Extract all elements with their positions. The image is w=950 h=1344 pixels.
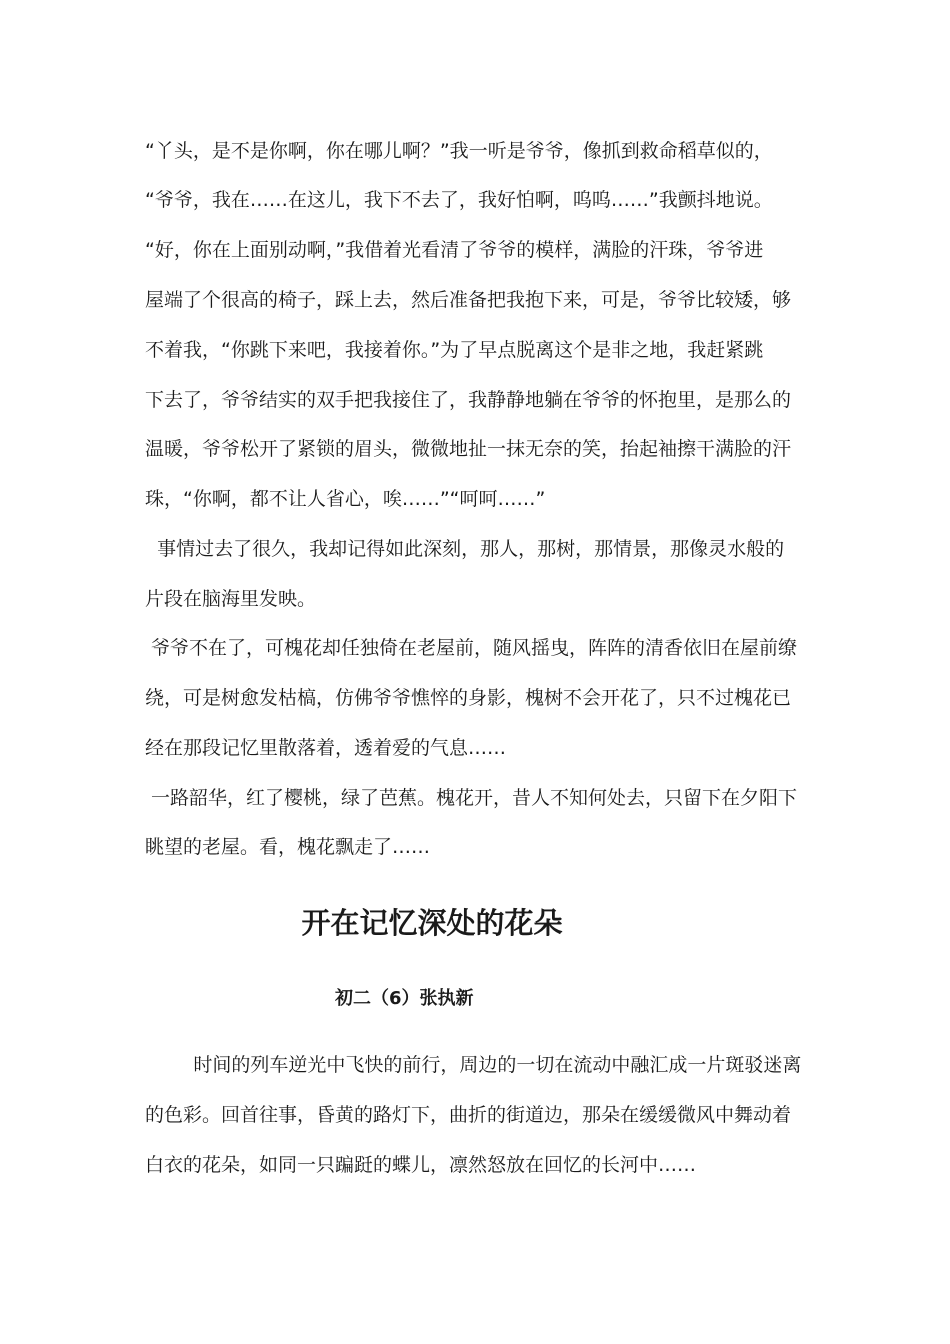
paragraph-line: 一路韶华，红了樱桃，绿了芭蕉。槐花开，昔人不知何处去，只留下在夕阳下 bbox=[145, 787, 798, 809]
essay-author: 初二（6）张执新 bbox=[335, 988, 474, 1009]
paragraph-line: 事情过去了很久，我却记得如此深刻，那人，那树，那情景，那像灵水般的 bbox=[145, 538, 785, 560]
paragraph-line: 下去了，爷爷结实的双手把我接住了，我静静地躺在爷爷的怀抱里，是那么的 bbox=[145, 389, 792, 411]
paragraph-line: 绕，可是树愈发枯槁，仿佛爷爷憔悴的身影，槐树不会开花了，只不过槐花已 bbox=[145, 687, 792, 709]
paragraph-line: 温暖，爷爷松开了紧锁的眉头，微微地扯一抹无奈的笑，抬起袖擦干满脸的汗 bbox=[145, 438, 792, 460]
paragraph-line: 屋端了个很高的椅子，踩上去，然后准备把我抱下来，可是，爷爷比较矮，够 bbox=[145, 289, 792, 311]
paragraph-line: “爷爷，我在……在这儿，我下不去了，我好怕啊，呜呜……”我颤抖地说。 bbox=[145, 189, 773, 211]
paragraph-line: 爷爷不在了，可槐花却任独倚在老屋前，随风摇曳，阵阵的清香依旧在屋前缭 bbox=[145, 637, 798, 659]
paragraph-line: 的色彩。回首往事，昏黄的路灯下，曲折的街道边，那朵在缓缓微风中舞动着 bbox=[145, 1104, 792, 1126]
essay-title: 开在记忆深处的花朵 bbox=[301, 906, 563, 940]
paragraph-line: 不着我，“你跳下来吧，我接着你。”为了早点脱离这个是非之地，我赶紧跳 bbox=[145, 339, 764, 361]
paragraph-line: 白衣的花朵，如同一只蹁跹的蝶儿，凛然怒放在回忆的长河中…… bbox=[145, 1154, 697, 1176]
paragraph-line: 经在那段记忆里散落着，透着爱的气息…… bbox=[145, 737, 507, 759]
paragraph-line: 时间的列车逆光中飞快的前行，周边的一切在流动中融汇成一片斑驳迷离 bbox=[145, 1054, 802, 1076]
paragraph-line: “丫头，是不是你啊，你在哪儿啊？”我一听是爷爷，像抓到救命稻草似的， bbox=[145, 140, 773, 162]
paragraph-line: 片段在脑海里发映。 bbox=[145, 588, 317, 610]
paragraph-line: “好，你在上面别动啊，”我借着光看清了爷爷的模样，满脸的汗珠，爷爷进 bbox=[145, 239, 764, 261]
paragraph-line: 眺望的老屋。看，槐花飘走了…… bbox=[145, 836, 431, 858]
paragraph-line: 珠，“你啊，都不让人省心，唉……”“呵呵……” bbox=[145, 488, 546, 510]
